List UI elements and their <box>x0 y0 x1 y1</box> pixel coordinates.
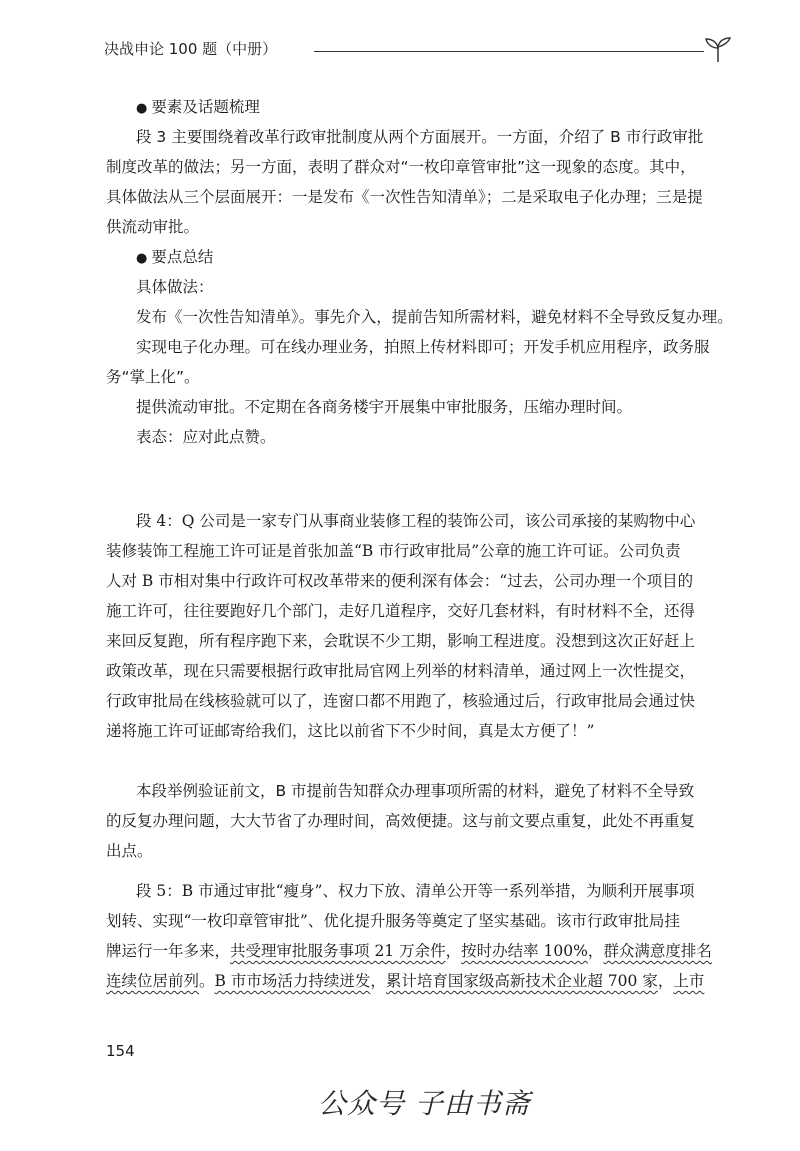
underlined-point: 共受理审批服务事项 21 万余件 <box>230 942 446 960</box>
text-line: 本段举例验证前文，B 市提前告知群众办理事项所需的材料，避免了材料不全导致 <box>136 782 695 800</box>
text-span: ， <box>370 972 386 990</box>
running-header <box>104 34 736 66</box>
text-line: 来回反复跑，所有程序跑下来，会耽误不少工期，影响工程进度。没想到这次正好赶上 <box>106 632 696 650</box>
text-line <box>106 966 716 996</box>
text-line <box>106 936 716 966</box>
text-span: ， <box>445 942 462 960</box>
sprout-icon <box>702 36 734 64</box>
text-line: 划转、实现“一枚印章管审批”、优化提升服务等奠定了坚实基础。该市行政审批局挂 <box>106 912 680 930</box>
analysis-section <box>106 92 733 452</box>
text-span: 。 <box>199 972 215 990</box>
page-number: 154 <box>106 1042 135 1060</box>
header-rule <box>314 51 704 52</box>
text-span: ， <box>587 942 604 960</box>
text-span: 牌运行一年多来， <box>106 942 231 960</box>
header-title: 决战申论 100 题（中册） <box>104 40 278 58</box>
text-line: 的反复办理问题，大大节省了办理时间，高效便捷。这与前文要点重复，此处不再重复 <box>106 812 696 830</box>
text-line: 装修装饰工程施工许可证是首张加盖“B 市行政审批局”公章的施工许可证。公司负责 <box>106 542 681 560</box>
text-line: 供流动审批。 <box>106 218 200 236</box>
point-item: 提供流动审批。不定期在各商务楼宇开展集中审批服务，压缩办理时间。 <box>136 398 633 416</box>
material-paragraph-4 <box>106 506 716 746</box>
point-item: 发布《一次性告知清单》。事先介入，提前告知所需材料，避免材料不全导致反复办理。 <box>136 308 733 326</box>
text-line: 具体做法从三个层面展开：一是发布《一次性告知清单》；二是采取电子化办理；三是提 <box>106 188 703 206</box>
text-line: 政策改革，现在只需要根据行政审批局官网上列举的材料清单，通过网上一次性提交， <box>106 662 696 680</box>
text-line: 段 3 主要围绕着改革行政审批制度从两个方面展开。一方面，介绍了 B 市行政审批 <box>136 128 704 146</box>
underlined-point: 累计培育国家级高新技术企业超 700 家 <box>385 972 658 990</box>
underlined-point: 连续位居前列 <box>106 972 200 990</box>
attitude-line: 表态：应对此点赞。 <box>136 428 276 446</box>
text-line: 段 5：B 市通过审批“瘦身”、权力下放、清单公开等一系列举措，为顺利开展事项 <box>136 882 695 900</box>
subheading: 具体做法： <box>136 278 214 296</box>
underlined-point: 群众满意度排名 <box>603 942 712 960</box>
text-line: 出点。 <box>106 842 153 860</box>
point-item: 务“掌上化”。 <box>106 368 200 386</box>
text-line: 人对 B 市相对集中行政许可权改革带来的便利深有体会：“过去，公司办理一个项目的 <box>106 572 694 590</box>
material-paragraph-5 <box>106 876 716 996</box>
heading-summary: ● 要点总结 <box>106 242 716 272</box>
text-line: 制度改革的做法；另一方面，表明了群众对“一枚印章管审批”这一现象的态度。其中， <box>106 158 696 176</box>
underlined-point: B 市市场活力持续迸发 <box>214 972 371 990</box>
text-line: 施工许可，往往要跑好几个部门，走好几道程序，交好几套材料，有时材料不全，还得 <box>106 602 696 620</box>
point-item: 实现电子化办理。可在线办理业务，拍照上传材料即可；开发手机应用程序，政务服 <box>136 338 710 356</box>
heading-elements: ● 要素及话题梳理 <box>106 92 716 122</box>
analysis-paragraph <box>106 776 716 866</box>
text-line: 递将施工许可证邮寄给我们，这比以前省下不少时间，真是太方便了！” <box>106 722 595 740</box>
underlined-point: 按时办结率 100% <box>461 942 588 960</box>
underlined-point: 上市 <box>673 972 705 990</box>
watermark-text: 公众号 子由书斋 <box>318 1087 531 1120</box>
text-span: ， <box>657 972 674 990</box>
text-line: 段 4：Q 公司是一家专门从事商业装修工程的装饰公司，该公司承接的某购物中心 <box>136 512 696 530</box>
text-line: 行政审批局在线核验就可以了，连窗口都不用跑了，核验通过后，行政审批局会通过快 <box>106 692 696 710</box>
